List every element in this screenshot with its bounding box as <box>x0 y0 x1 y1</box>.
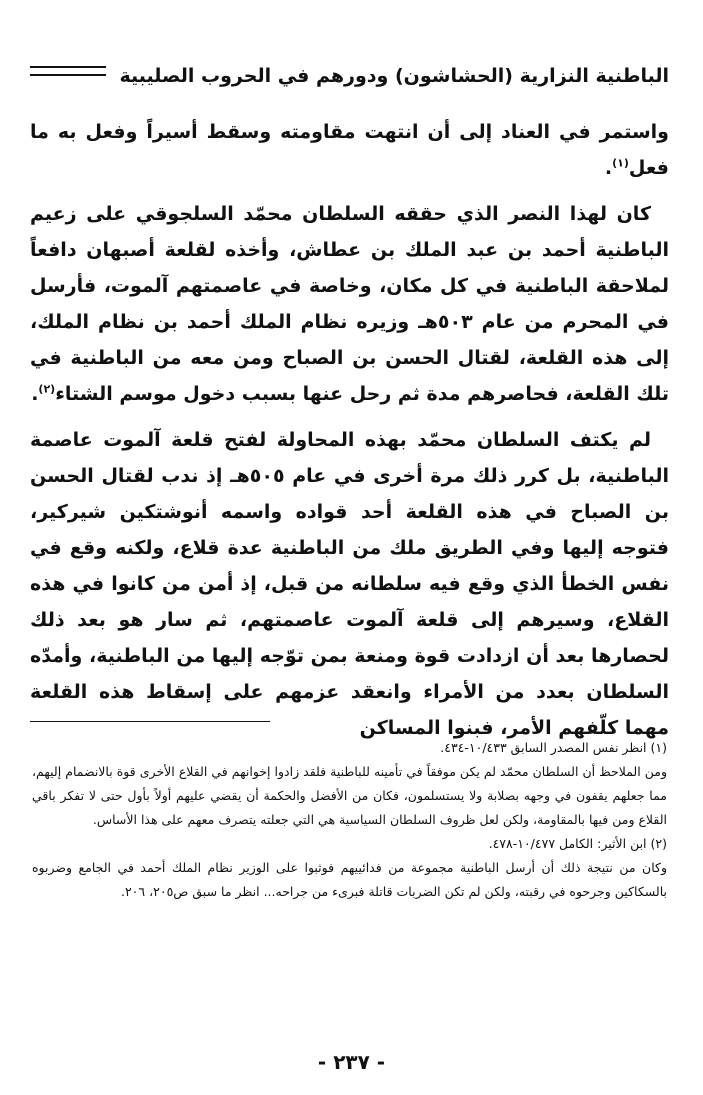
paragraph-text: لم يكتف السلطان محمّد بهذه المحاولة لفتح قلعة آلموت عاصمة الباطنية، بل كرر ذلك مرة أخرى في عام ٥٠٥هـ إذ ندب لقتال الحسن بن الصباح في هذه القلعة أحد قواده واسمه أنوشتكين شيركير، فتوجه إليها وفي الطريق ملك من الباطنية عدة قلاع، ولكنه وقع في نفس الخطأ الذي وقع فيه سلطانه من قبل، إذ أمن من كانوا في هذه القلاع، وسيرهم إلى قلعة آلموت عاصمتهم، ثم سار هو بعد ذلك لحصارها بعد أن ازدادت قوة ومنعة بمن توّجه إليها من الباطنية، وأمدّه السلطان بعدد من الأمراء وانعقد عزمهم على إسقاط هذه القلعة مهما كلّفهم الأمر، فبنوا المساكن <box>30 429 669 739</box>
footnote-2-comment: وكان من نتيجة ذلك أن أرسل الباطنية مجموعة من فدائييهم فوثبوا على الوزير نظام الملك أحمد في الجامع وضربوه بالسكاكين وجرحوه في رقبته، ولكن لم تكن الضربات قاتلة فبرىء من جراحه... انظر ما سبق ص٢٠٥، ٢٠٦. <box>32 860 667 899</box>
body-paragraph <box>30 422 669 746</box>
footnote-reference[interactable]: (١) <box>612 156 629 170</box>
page-number: - ٢٣٧ - <box>317 1050 386 1074</box>
header-double-rule <box>30 66 106 76</box>
footnote-2: (٢) ابن الأثير: الكامل ١٠/٤٧٧-٤٧٨. <box>488 836 667 851</box>
paragraph-text: كان لهذا النصر الذي حققه السلطان محمّد السلجوقي على زعيم الباطنية أحمد بن عبد الملك بن عطاش، وأخذه لقلعة أصبهان دافعاً لملاحقة الباطنية في كل مكان، وخاصة في عاصمتهم آلموت، فأرسل في المحرم من عام ٥٠٣هـ وزيره نظام الملك أحمد بن نظام الملك، إلى هذه القلعة، لقتال الحسن بن الصباح ومن معه من الباطنية في تلك القلعة، فحاصرهم مدة ثم رحل عنها بسبب دخول موسم الشتاء <box>30 203 669 405</box>
body-paragraph <box>30 196 669 412</box>
body-paragraph <box>30 114 669 186</box>
footnotes <box>32 736 667 904</box>
footnote-1: (١) انظر نفس المصدر السابق ١٠/٤٣٣-٤٣٤. <box>440 740 667 755</box>
paragraph-text: واستمر في العناد إلى أن انتهت مقاومته وسقط أسيراً وفعل به ما فعل <box>30 121 669 179</box>
main-text <box>30 114 669 756</box>
footnote-reference[interactable]: (٢) <box>38 382 56 396</box>
footnote-1-comment: ومن الملاحظ أن السلطان محمّد لم يكن موفقاً في تأمينه للباطنية فلقد زادوا إخوانهم في القلاع الأخرى قوة بالانضمام إليهم، مما جعلهم يقفون في وجهه بصلابة ولا يستسلمون، فكان من الأفضل والحكمة أن يقضي عليهم أولاً بأول حتى لا تفكر باقي القلاع ومن فيها بالمقاومة، ولكن لعل ظروف السلطان السياسية هي التي جعلته يتصرف معهم على هذا الأساس. <box>32 764 667 827</box>
running-header <box>30 58 669 94</box>
footnote-separator <box>30 721 270 722</box>
running-title: الباطنية النزارية (الحشاشون) ودورهم في الحروب الصليبية <box>119 65 669 87</box>
paragraph-end: . <box>604 157 613 179</box>
paragraph-end: . <box>31 383 39 405</box>
